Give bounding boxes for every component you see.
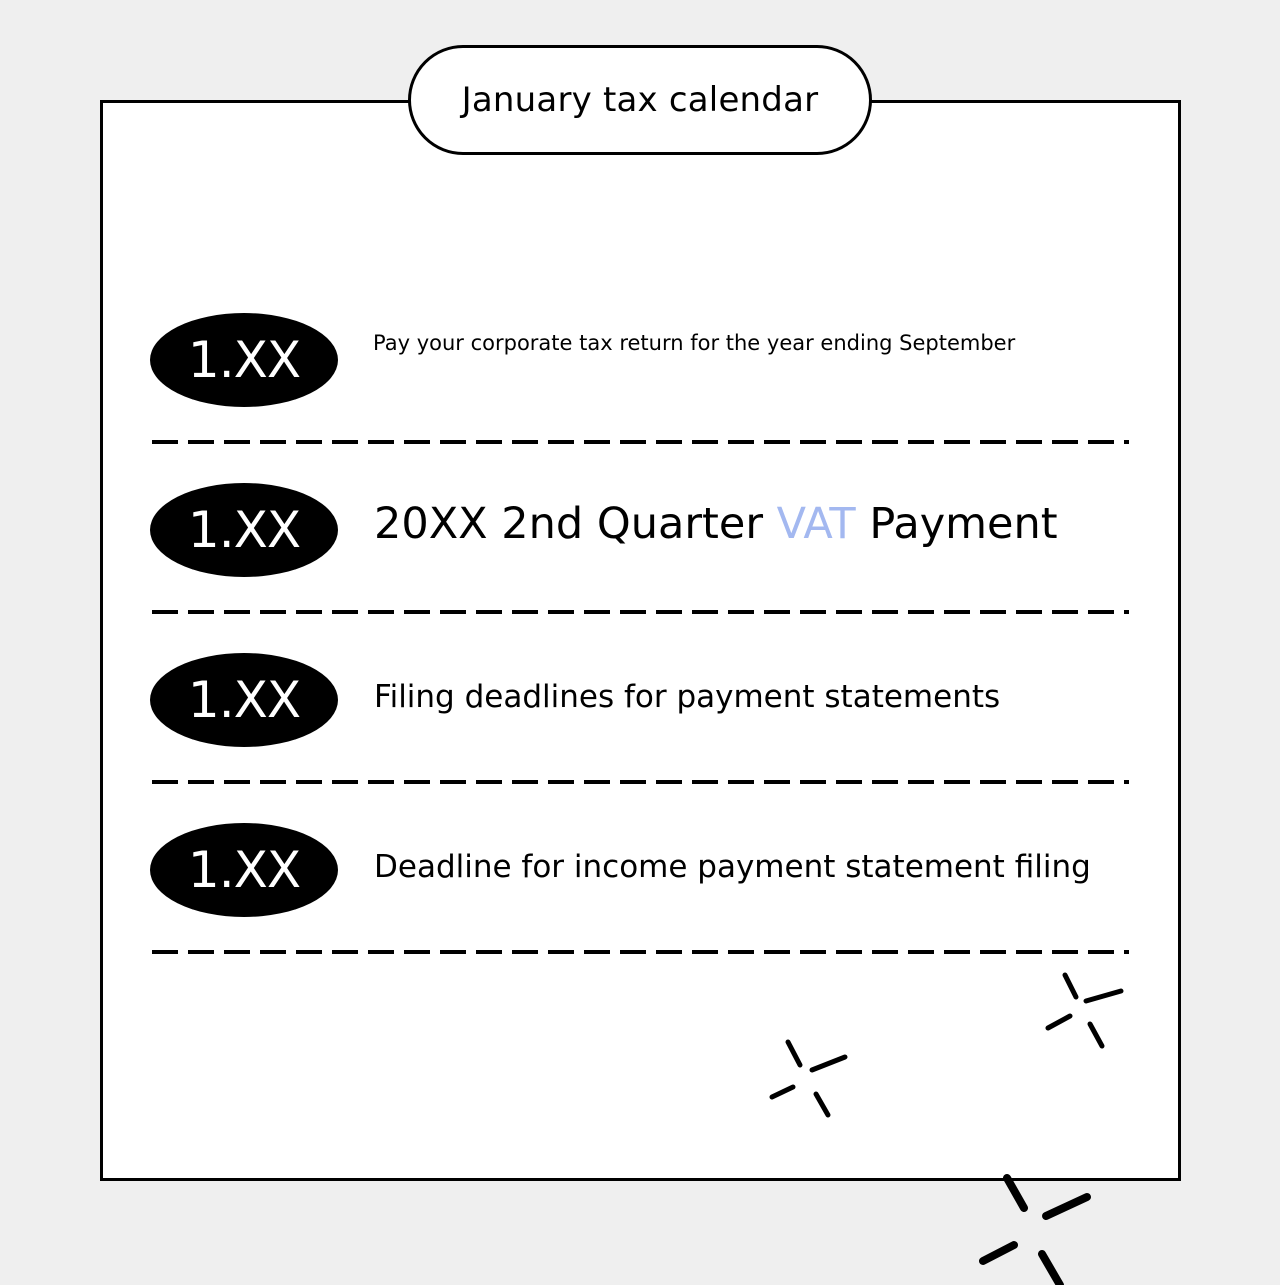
dashed-divider bbox=[152, 950, 1129, 954]
item-text-before: 20XX 2nd Quarter bbox=[374, 499, 777, 549]
title-pill bbox=[408, 45, 872, 155]
date-badge: 1.XX bbox=[150, 823, 338, 917]
sparkle-icon bbox=[760, 1030, 860, 1130]
calendar-item bbox=[150, 483, 1130, 577]
item-description: Deadline for income payment statement filing bbox=[374, 849, 1091, 885]
item-text-accent: VAT bbox=[776, 499, 856, 549]
calendar-item bbox=[150, 313, 1130, 407]
date-badge: 1.XX bbox=[150, 653, 338, 747]
item-description: Filing deadlines for payment statements bbox=[374, 679, 1001, 715]
sparkle-icon bbox=[1035, 965, 1135, 1065]
dashed-divider bbox=[152, 780, 1129, 784]
calendar-card bbox=[100, 100, 1181, 1181]
item-description bbox=[374, 499, 1058, 549]
calendar-item bbox=[150, 823, 1130, 917]
page-title: January tax calendar bbox=[461, 80, 819, 120]
date-badge: 1.XX bbox=[150, 313, 338, 407]
dashed-divider bbox=[152, 440, 1129, 444]
item-text-after: Payment bbox=[855, 499, 1058, 549]
date-badge: 1.XX bbox=[150, 483, 338, 577]
dashed-divider bbox=[152, 610, 1129, 614]
item-description: Pay your corporate tax return for the year ending September bbox=[373, 331, 1016, 355]
calendar-item bbox=[150, 653, 1130, 747]
sparkle-icon bbox=[970, 1165, 1110, 1285]
